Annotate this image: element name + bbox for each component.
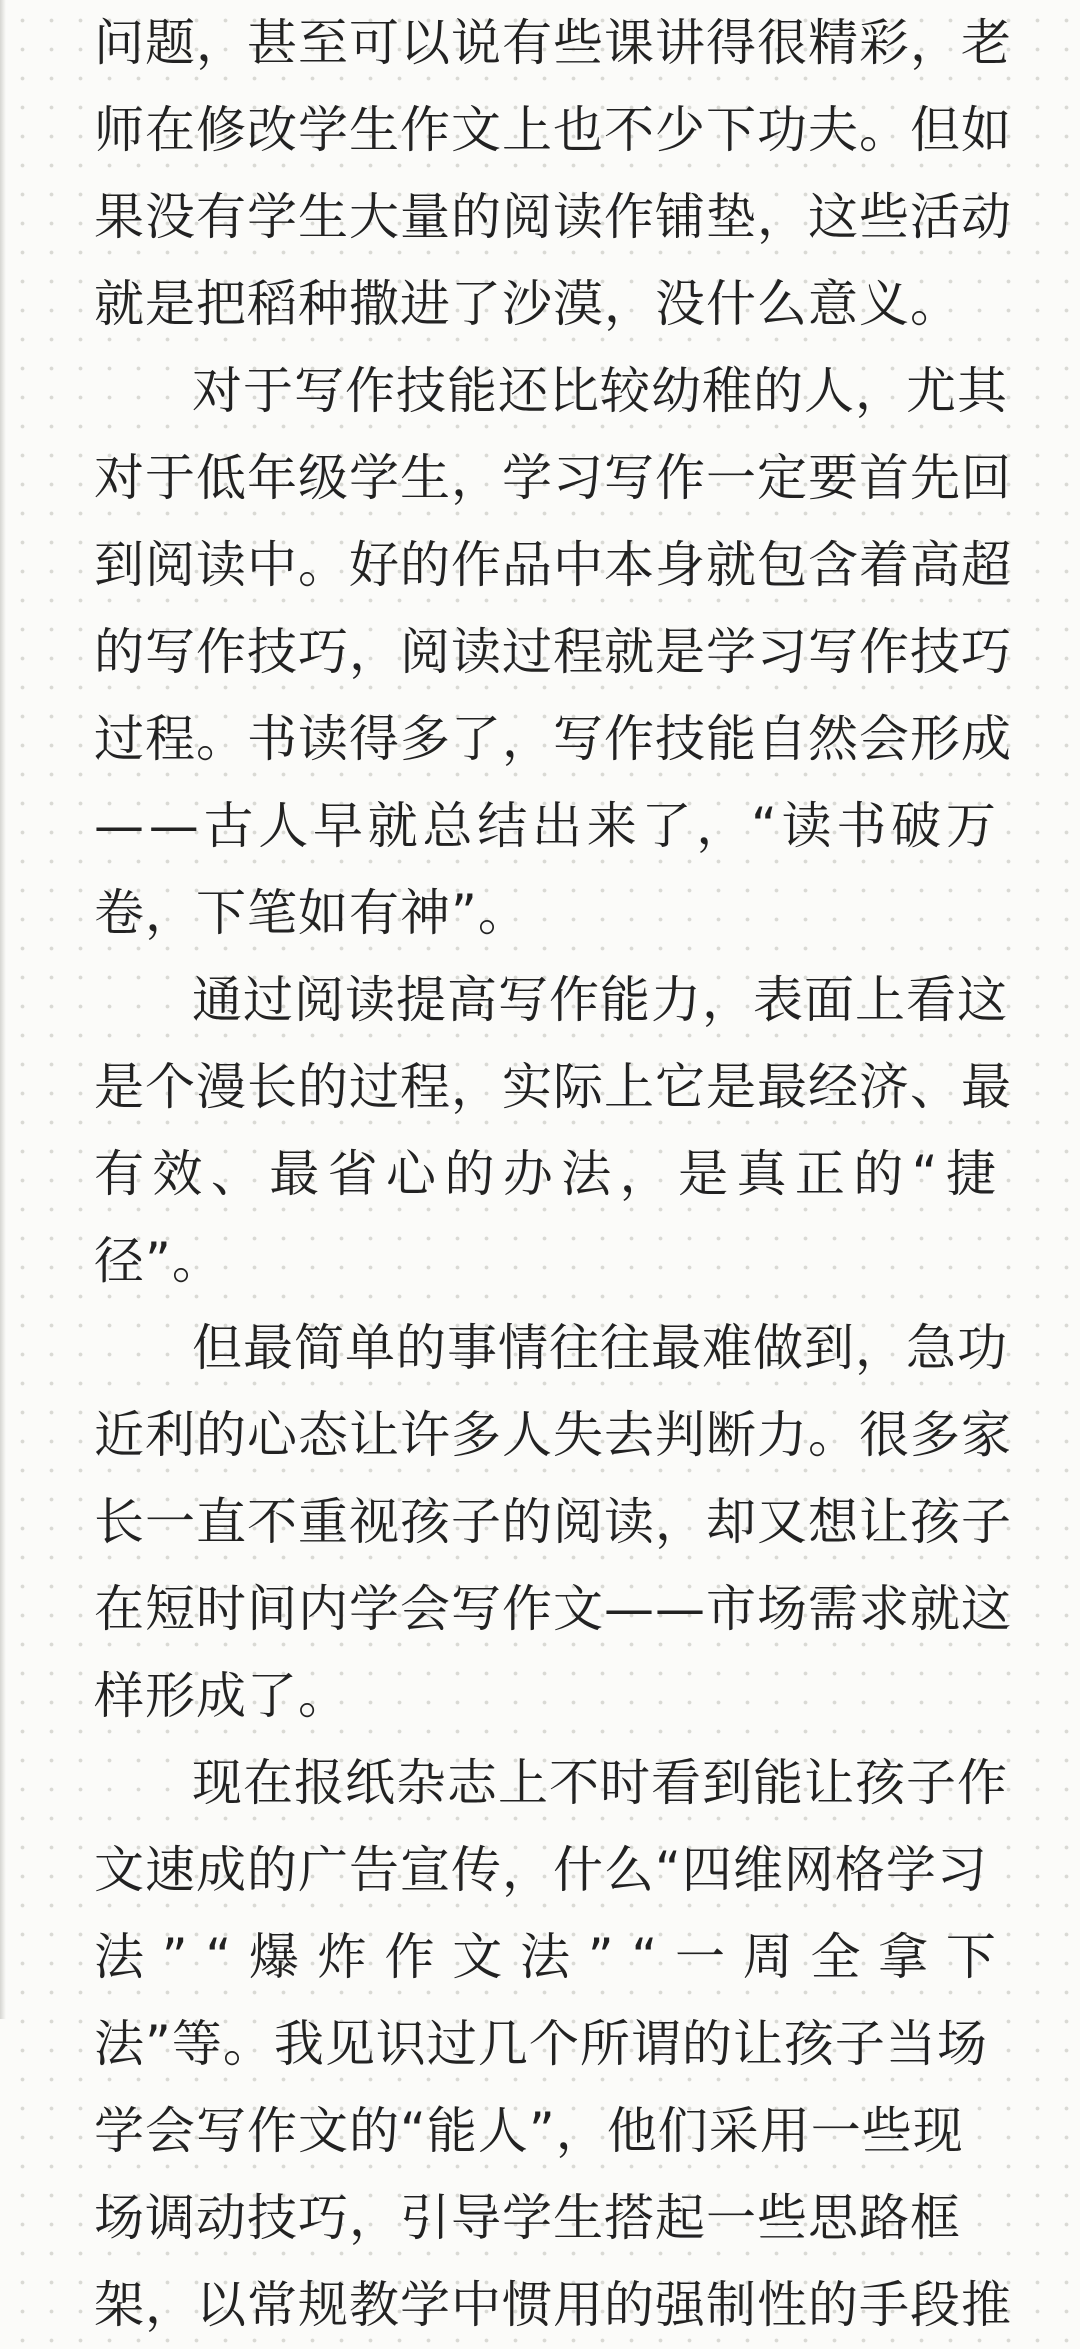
text-line: 对于写作技能还比较幼稚的人，尤其 [192, 362, 1008, 420]
text-line: 学会写作文的“能人”，他们采用一些现 [94, 2102, 964, 2160]
text-line: 过程。书读得多了，写作技能自然会形成 [94, 710, 1012, 768]
text-line: 径”。 [94, 1232, 223, 1290]
text-line: 长一直不重视孩子的阅读，却又想让孩子 [94, 1493, 1012, 1551]
text-line: 架，以常规教学中惯用的强制性的手段推 [94, 2276, 1012, 2334]
text-line: 法”等。我见识过几个所谓的让孩子当场 [94, 2015, 988, 2073]
text-line: 法 ” “ 爆 炸 作 文 法 ” “ 一 周 全 拿 下 [94, 1928, 996, 1986]
text-line: 现在报纸杂志上不时看到能让孩子作 [192, 1754, 1008, 1812]
text-line: 文速成的广告宣传，什么“四维网格学习 [94, 1841, 988, 1899]
text-line: 样形成了。 [94, 1667, 349, 1725]
text-line: 场调动技巧，引导学生搭起一些思路框 [94, 2189, 961, 2247]
text-line: 问题，甚至可以说有些课讲得很精彩，老 [94, 14, 1012, 72]
text-line: 师在修改学生作文上也不少下功夫。但如 [94, 101, 1012, 159]
text-line: 卷，下笔如有神”。 [94, 884, 529, 942]
text-line: 近利的心态让许多人失去判断力。很多家 [94, 1406, 1012, 1464]
page-left-edge [0, 0, 6, 2019]
text-line: 对于低年级学生，学习写作一定要首先回 [94, 449, 1012, 507]
article-body [94, 0, 1012, 2334]
text-line: 是个漫长的过程，实际上它是最经济、最 [94, 1058, 1012, 1116]
text-line: 有 效 、 最 省 心 的 办 法 ， 是 真 正 的 “ 捷 [94, 1145, 996, 1203]
text-line: 但最简单的事情往往最难做到，急功 [192, 1319, 1008, 1377]
text-line: 在短时间内学会写作文——市场需求就这 [94, 1580, 1012, 1638]
text-line: 果没有学生大量的阅读作铺垫，这些活动 [94, 188, 1012, 246]
text-line: 到阅读中。好的作品中本身就包含着高超 [94, 536, 1012, 594]
text-line: 的写作技巧，阅读过程就是学习写作技巧 [94, 623, 1012, 681]
text-line: 就是把稻种撒进了沙漠，没什么意义。 [94, 275, 961, 333]
text-line: 通过阅读提高写作能力，表面上看这 [192, 971, 1008, 1029]
text-line: — — 古 人 早 就 总 结 出 来 了 ， “ 读 书 破 万 [94, 797, 996, 855]
